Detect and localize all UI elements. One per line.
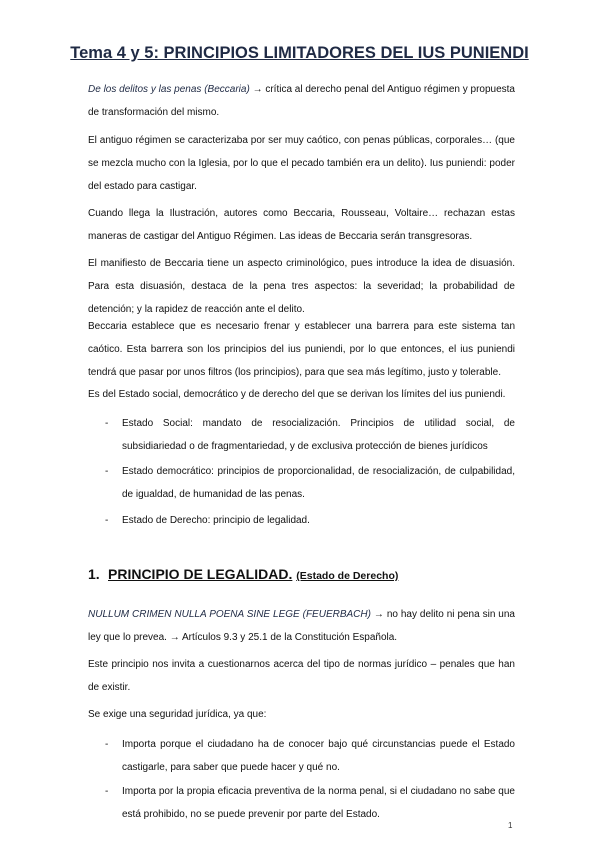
paragraph-seguridad: Se exige una seguridad jurídica, ya que: <box>88 709 267 720</box>
section-subtitle: (Estado de Derecho) <box>296 570 399 582</box>
bullet-dash: - <box>105 418 109 429</box>
list-item-text: Estado Social: mandato de resocialización. Principios de utilidad social, de subsidiariedad o de fragmentariedad, y de exclusiva protección de bienes jurídicos <box>122 418 515 452</box>
paragraph-antiguo-regimen: El antiguo régimen se caracterizaba por ser muy caótico, con penas públicas, corporales… (que se mezcla mucho con la Iglesia, por lo que el pecado también era un delito). Ius puniendi: poder del estado para castigar. <box>88 135 515 192</box>
list-item-text: Estado democrático: principios de proporcionalidad, de resocialización, de culpabilidad, de igualdad, de humanidad de las penas. <box>122 466 515 500</box>
paragraph-text: → no hay delito ni pena sin una ley que lo prevea. → Artículos 9.3 y 25.1 de la Constitución Española. <box>88 609 515 643</box>
bullet-dash: - <box>105 739 109 750</box>
page-number: 1 <box>508 821 513 830</box>
bullet-dash: - <box>105 515 109 526</box>
paragraph-nullum-crimen <box>88 603 515 649</box>
paragraph-ilustracion: Cuando llega la Ilustración, autores como Beccaria, Rousseau, Voltaire… rechazan estas maneras de castigar del Antiguo Régimen. Las ideas de Beccaria serán transgresoras. <box>88 208 515 242</box>
section-title: PRINCIPIO DE LEGALIDAD. <box>108 566 293 582</box>
list-item-text: Importa porque el ciudadano ha de conocer bajo qué circunstancias puede el Estado castigarle, para saber que puede hacer y qué no. <box>122 739 515 773</box>
paragraph-estado: Es del Estado social, democrático y de derecho del que se derivan los límites del ius puniendi. <box>88 389 506 400</box>
document-title: Tema 4 y 5: PRINCIPIOS LIMITADORES DEL IUS PUNIENDI <box>70 44 529 62</box>
list-item-text: Importa por la propia eficacia preventiva de la norma penal, si el ciudadano no sabe que está prohibido, no se puede prevenir por parte del Estado. <box>122 786 515 820</box>
book-reference: De los delitos y las penas (Beccaria) <box>88 84 250 95</box>
section-heading <box>88 566 398 582</box>
latin-maxim: NULLUM CRIMEN NULLA POENA SINE LEGE (FEUERBACH) <box>88 609 371 620</box>
paragraph-manifiesto: El manifiesto de Beccaria tiene un aspecto criminológico, pues introduce la idea de disuasión. Para esta disuasión, destaca de la pena tres aspectos: la severidad; la probabilidad de detención; y la rapidez de reacción ante el delito. <box>88 258 515 315</box>
section-number: 1. <box>88 566 100 582</box>
paragraph-barrera: Beccaria establece que es necesario frenar y establecer una barrera para este sistema tan caótico. Esta barrera son los principios del ius puniendi, por lo que entonces, el ius puniendi tendrá que pasar por unos filtros (los principios), para que sea más legítimo, justo y tolerable. <box>88 321 515 378</box>
paragraph-text: → crítica al derecho penal del Antiguo régimen y propuesta de transformación del mismo. <box>88 84 515 118</box>
list-item-text: Estado de Derecho: principio de legalidad. <box>122 515 310 526</box>
paragraph-tipo-normas: Este principio nos invita a cuestionarnos acerca del tipo de normas jurídico – penales que han de existir. <box>88 659 515 693</box>
bullet-dash: - <box>105 466 109 477</box>
bullet-dash: - <box>105 786 109 797</box>
paragraph-beccaria <box>88 78 515 124</box>
